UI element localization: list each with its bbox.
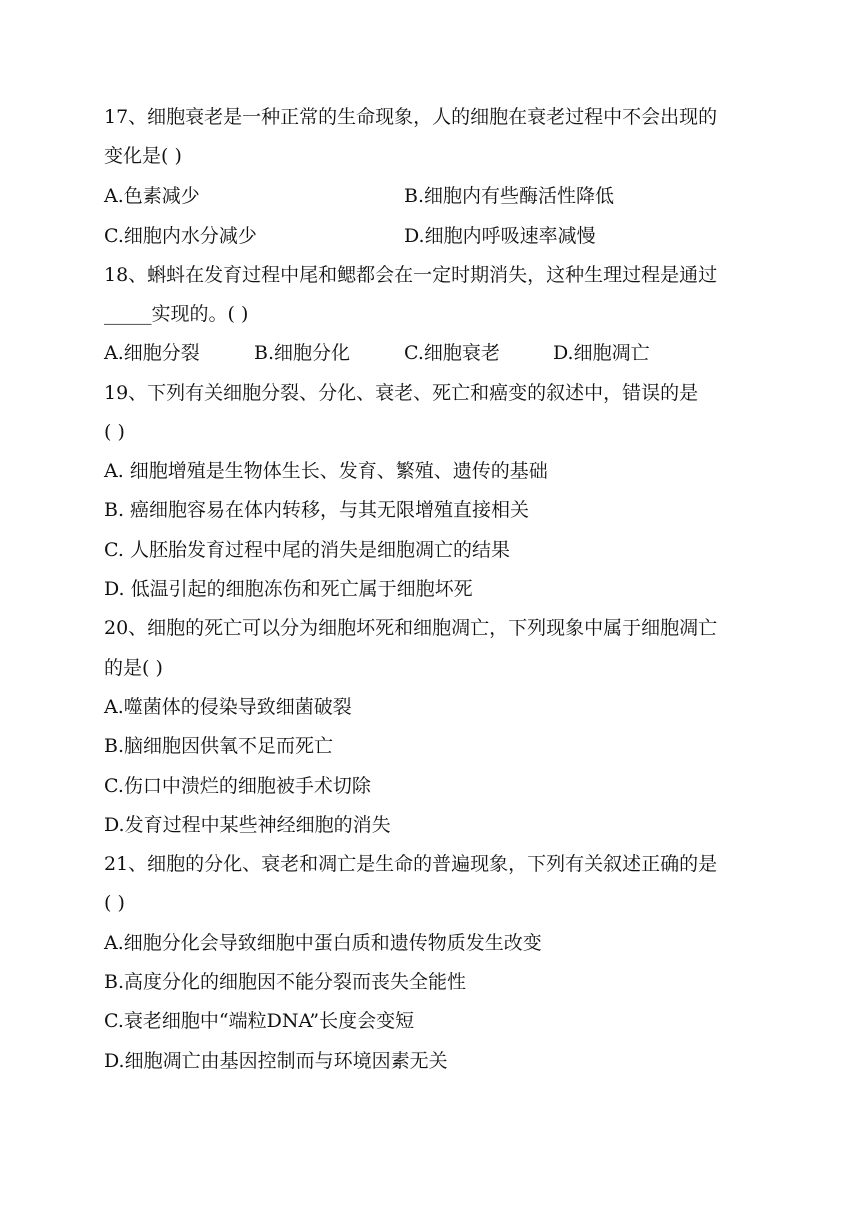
question-17-stem-line1: 17、细胞衰老是一种正常的生命现象，人的细胞在衰老过程中不会出现的	[104, 106, 718, 128]
question-18-option-d: D.细胞凋亡	[553, 342, 650, 364]
question-19-option-d: D. 低温引起的细胞冻伤和死亡属于细胞坏死	[104, 578, 473, 600]
question-17-option-b: B.细胞内有些酶活性降低	[404, 185, 615, 207]
question-18-option-c: C.细胞衰老	[404, 342, 500, 364]
question-20-option-c: C.伤口中溃烂的细胞被手术切除	[104, 775, 371, 797]
question-20-option-b: B.脑细胞因供氧不足而死亡	[104, 735, 334, 757]
question-21-option-c: C.衰老细胞中“端粒DNA”长度会变短	[104, 1010, 415, 1032]
question-20-stem-line2: 的是( )	[104, 657, 163, 679]
question-18-option-b: B.细胞分化	[254, 342, 351, 364]
question-19-stem-line1: 19、下列有关细胞分裂、分化、衰老、死亡和癌变的叙述中，错误的是	[104, 382, 699, 404]
question-18-stem-line2: _____实现的。( )	[104, 303, 249, 325]
question-21-stem-line1: 21、细胞的分化、衰老和凋亡是生命的普遍现象，下列有关叙述正确的是	[104, 853, 718, 875]
question-20-stem-line1: 20、细胞的死亡可以分为细胞坏死和细胞凋亡，下列现象中属于细胞凋亡	[104, 617, 718, 639]
question-17-option-a: A.色素减少	[104, 185, 200, 207]
question-17-option-d: D.细胞内呼吸速率减慢	[404, 225, 596, 247]
question-20-option-a: A.噬菌体的侵染导致细菌破裂	[104, 696, 352, 718]
question-21-option-a: A.细胞分化会导致细胞中蛋白质和遗传物质发生改变	[104, 932, 542, 954]
question-21-option-b: B.高度分化的细胞因不能分裂而丧失全能性	[104, 971, 467, 993]
question-20-option-d: D.发育过程中某些神经细胞的消失	[104, 814, 391, 836]
question-19-option-c: C. 人胚胎发育过程中尾的消失是细胞凋亡的结果	[104, 539, 510, 561]
question-19-option-b: B. 癌细胞容易在体内转移，与其无限增殖直接相关	[104, 499, 530, 521]
question-21-stem-line2: ( )	[104, 892, 125, 914]
question-19-option-a: A. 细胞增殖是生物体生长、发育、繁殖、遗传的基础	[104, 460, 548, 482]
question-18-option-a: A.细胞分裂	[104, 342, 200, 364]
question-17-option-c: C.细胞内水分减少	[104, 225, 257, 247]
question-19-stem-line2: ( )	[104, 421, 125, 443]
question-21-option-d: D.细胞凋亡由基因控制而与环境因素无关	[104, 1050, 448, 1072]
question-17-stem-line2: 变化是( )	[104, 145, 182, 167]
question-18-stem-line1: 18、蝌蚪在发育过程中尾和鳃都会在一定时期消失，这种生理过程是通过	[104, 264, 718, 286]
